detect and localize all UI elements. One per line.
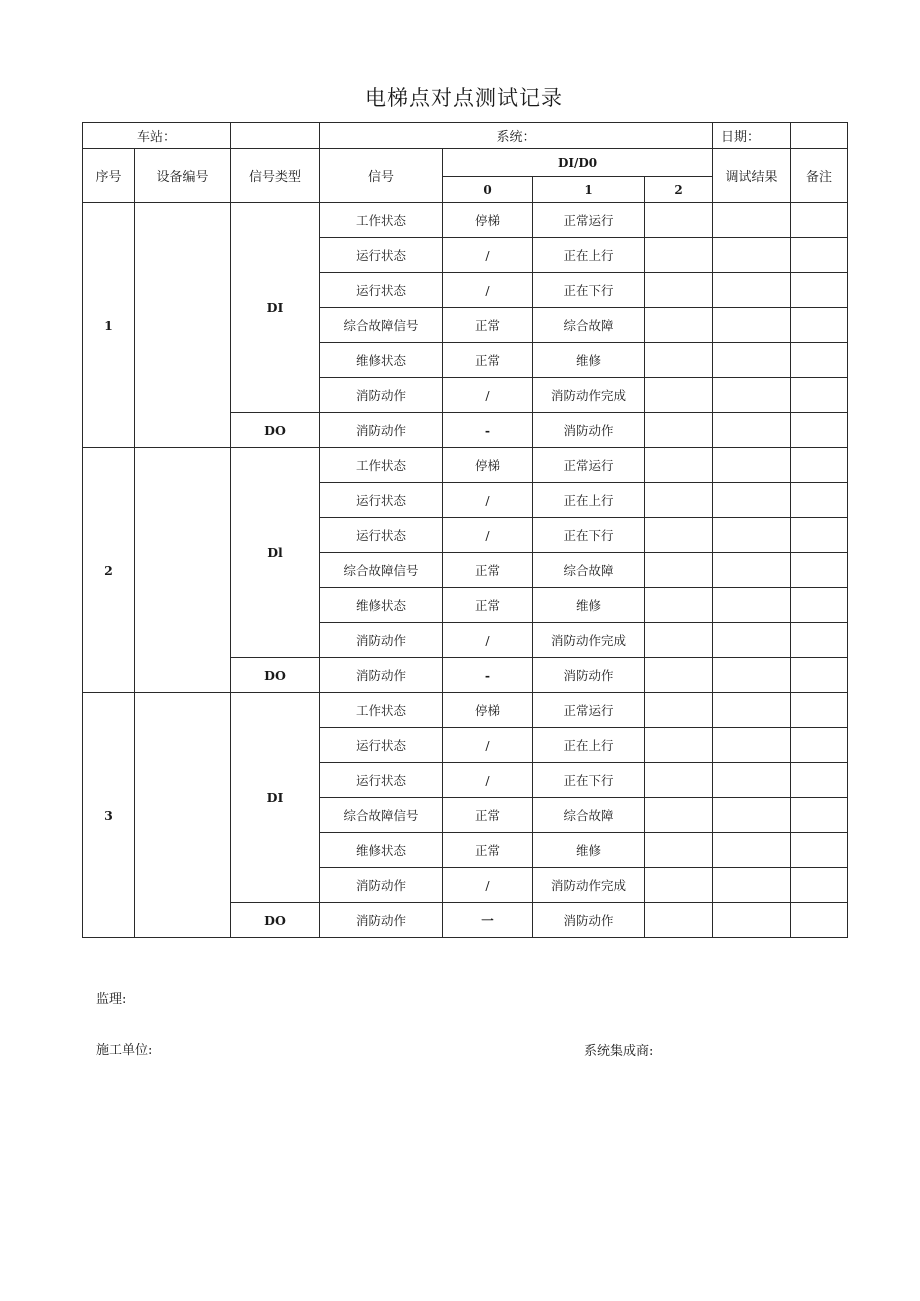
- remark-cell[interactable]: [791, 763, 848, 798]
- seq-cell: 1: [83, 203, 135, 448]
- result-cell[interactable]: [713, 553, 791, 588]
- remark-cell[interactable]: [791, 728, 848, 763]
- value-1-cell: 消防动作完成: [533, 868, 645, 903]
- signal-cell: 工作状态: [320, 693, 443, 728]
- seq-cell: 2: [83, 448, 135, 693]
- value-2-cell[interactable]: [645, 308, 713, 343]
- col-header-value-0: 0: [443, 177, 533, 203]
- signal-cell: 运行状态: [320, 763, 443, 798]
- value-1-cell: 正在上行: [533, 728, 645, 763]
- signal-cell: 消防动作: [320, 623, 443, 658]
- result-cell[interactable]: [713, 728, 791, 763]
- integrator-label: 系统集成商:: [584, 1044, 654, 1059]
- result-cell[interactable]: [713, 903, 791, 938]
- signal-cell: 维修状态: [320, 343, 443, 378]
- result-cell[interactable]: [713, 343, 791, 378]
- remark-cell[interactable]: [791, 833, 848, 868]
- device-no-cell[interactable]: [135, 448, 231, 693]
- value-0-cell: /: [443, 868, 533, 903]
- signal-cell: 运行状态: [320, 518, 443, 553]
- value-0-cell: 停梯: [443, 203, 533, 238]
- value-0-cell: 正常: [443, 343, 533, 378]
- value-2-cell[interactable]: [645, 413, 713, 448]
- signal-cell: 工作状态: [320, 448, 443, 483]
- col-header-value-1: 1: [533, 177, 645, 203]
- value-2-cell[interactable]: [645, 343, 713, 378]
- col-header-remark: 备注: [791, 149, 848, 203]
- value-0-cell: 正常: [443, 588, 533, 623]
- col-header-di-do: DI/D0: [443, 149, 713, 177]
- value-2-cell[interactable]: [645, 553, 713, 588]
- result-cell[interactable]: [713, 448, 791, 483]
- value-1-cell: 正在下行: [533, 763, 645, 798]
- result-cell[interactable]: [713, 798, 791, 833]
- value-2-cell[interactable]: [645, 238, 713, 273]
- signal-type-di-cell: DI: [231, 693, 320, 903]
- value-2-cell[interactable]: [645, 763, 713, 798]
- device-no-cell[interactable]: [135, 203, 231, 448]
- signal-cell: 运行状态: [320, 483, 443, 518]
- remark-cell[interactable]: [791, 658, 848, 693]
- value-2-cell[interactable]: [645, 728, 713, 763]
- value-1-cell: 正常运行: [533, 693, 645, 728]
- remark-cell[interactable]: [791, 378, 848, 413]
- value-1-cell: 综合故障: [533, 308, 645, 343]
- signal-cell: 综合故障信号: [320, 308, 443, 343]
- date-value-cell[interactable]: [791, 123, 848, 149]
- signal-type-do-cell: DO: [231, 658, 320, 693]
- remark-cell[interactable]: [791, 903, 848, 938]
- system-label: 系统：: [496, 130, 536, 145]
- remark-cell[interactable]: [791, 553, 848, 588]
- signal-cell: 维修状态: [320, 588, 443, 623]
- remark-cell[interactable]: [791, 798, 848, 833]
- result-cell[interactable]: [713, 378, 791, 413]
- station-label: 车站：: [137, 130, 177, 145]
- result-cell[interactable]: [713, 623, 791, 658]
- date-label-cell: [713, 123, 791, 149]
- contractor-label: 施工单位:: [96, 1043, 153, 1058]
- remark-cell[interactable]: [791, 693, 848, 728]
- value-2-cell[interactable]: [645, 273, 713, 308]
- signal-cell: 综合故障信号: [320, 553, 443, 588]
- value-0-cell: 正常: [443, 833, 533, 868]
- value-0-cell: /: [443, 273, 533, 308]
- value-1-cell: 正在下行: [533, 518, 645, 553]
- result-cell[interactable]: [713, 588, 791, 623]
- remark-cell[interactable]: [791, 273, 848, 308]
- column-header-row: [83, 149, 848, 177]
- col-header-signal: 信号: [320, 149, 443, 203]
- value-2-cell[interactable]: [645, 203, 713, 238]
- page-title: 电梯点对点测试记录: [365, 86, 563, 110]
- station-row: [83, 123, 848, 149]
- result-cell[interactable]: [713, 413, 791, 448]
- value-0-cell: /: [443, 483, 533, 518]
- signal-cell: 运行状态: [320, 273, 443, 308]
- col-header-device-no: 设备编号: [135, 149, 231, 203]
- value-1-cell: 消防动作: [533, 903, 645, 938]
- value-0-cell: 正常: [443, 798, 533, 833]
- remark-cell[interactable]: [791, 483, 848, 518]
- value-1-cell: 综合故障: [533, 553, 645, 588]
- signal-type-do-cell: DO: [231, 903, 320, 938]
- signal-type-di-cell: DI: [231, 203, 320, 413]
- value-1-cell: 维修: [533, 833, 645, 868]
- remark-cell[interactable]: [791, 238, 848, 273]
- col-header-result: 调试结果: [713, 149, 791, 203]
- remark-cell[interactable]: [791, 413, 848, 448]
- table-row: [83, 693, 848, 728]
- seq-cell: 3: [83, 693, 135, 938]
- signal-type-di-cell: Dl: [231, 448, 320, 658]
- result-cell[interactable]: [713, 763, 791, 798]
- value-2-cell[interactable]: [645, 798, 713, 833]
- result-cell[interactable]: [713, 693, 791, 728]
- signal-cell: 工作状态: [320, 203, 443, 238]
- value-0-cell: /: [443, 518, 533, 553]
- supervisor-label: 监理:: [96, 992, 127, 1007]
- result-cell[interactable]: [713, 518, 791, 553]
- result-cell[interactable]: [713, 833, 791, 868]
- value-0-cell: /: [443, 763, 533, 798]
- remark-cell[interactable]: [791, 308, 848, 343]
- signal-cell: 维修状态: [320, 833, 443, 868]
- value-1-cell: 正常运行: [533, 203, 645, 238]
- system-label-cell: [320, 123, 713, 149]
- value-0-cell: /: [443, 238, 533, 273]
- value-1-cell: 正常运行: [533, 448, 645, 483]
- result-cell[interactable]: [713, 658, 791, 693]
- value-1-cell: 消防动作完成: [533, 378, 645, 413]
- remark-cell[interactable]: [791, 623, 848, 658]
- value-1-cell: 维修: [533, 343, 645, 378]
- value-2-cell[interactable]: [645, 658, 713, 693]
- value-0-cell: /: [443, 378, 533, 413]
- value-0-cell: /: [443, 728, 533, 763]
- value-0-cell: 正常: [443, 308, 533, 343]
- signal-cell: 消防动作: [320, 378, 443, 413]
- col-header-seq: 序号: [83, 149, 135, 203]
- remark-cell[interactable]: [791, 343, 848, 378]
- value-0-cell: -: [443, 413, 533, 448]
- value-1-cell: 维修: [533, 588, 645, 623]
- result-cell[interactable]: [713, 238, 791, 273]
- signal-cell: 运行状态: [320, 238, 443, 273]
- value-2-cell[interactable]: [645, 693, 713, 728]
- signal-cell: 运行状态: [320, 728, 443, 763]
- station-value-cell[interactable]: [231, 123, 320, 149]
- value-1-cell: 正在上行: [533, 483, 645, 518]
- value-1-cell: 消防动作完成: [533, 623, 645, 658]
- value-0-cell: 停梯: [443, 693, 533, 728]
- value-2-cell[interactable]: [645, 483, 713, 518]
- value-1-cell: 正在下行: [533, 273, 645, 308]
- value-2-cell[interactable]: [645, 588, 713, 623]
- value-0-cell: /: [443, 623, 533, 658]
- date-label: 日期：: [721, 130, 761, 145]
- signal-cell: 综合故障信号: [320, 798, 443, 833]
- result-cell[interactable]: [713, 308, 791, 343]
- signal-cell: 消防动作: [320, 658, 443, 693]
- value-1-cell: 正在上行: [533, 238, 645, 273]
- result-cell[interactable]: [713, 483, 791, 518]
- signal-cell: 消防动作: [320, 413, 443, 448]
- result-cell[interactable]: [713, 868, 791, 903]
- value-2-cell[interactable]: [645, 833, 713, 868]
- table-row: [83, 203, 848, 238]
- value-1-cell: 综合故障: [533, 798, 645, 833]
- test-record-table: [82, 122, 848, 938]
- result-cell[interactable]: [713, 273, 791, 308]
- value-2-cell[interactable]: [645, 378, 713, 413]
- signal-cell: 消防动作: [320, 903, 443, 938]
- col-header-signal-type: 信号类型: [231, 149, 320, 203]
- signal-cell: 消防动作: [320, 868, 443, 903]
- value-1-cell: 消防动作: [533, 658, 645, 693]
- result-cell[interactable]: [713, 203, 791, 238]
- value-2-cell[interactable]: [645, 448, 713, 483]
- device-no-cell[interactable]: [135, 693, 231, 938]
- remark-cell[interactable]: [791, 588, 848, 623]
- table-row: [83, 448, 848, 483]
- col-header-value-2: 2: [645, 177, 713, 203]
- value-2-cell[interactable]: [645, 623, 713, 658]
- remark-cell[interactable]: [791, 203, 848, 238]
- signal-type-do-cell: DO: [231, 413, 320, 448]
- remark-cell[interactable]: [791, 448, 848, 483]
- value-0-cell: -: [443, 658, 533, 693]
- value-1-cell: 消防动作: [533, 413, 645, 448]
- remark-cell[interactable]: [791, 868, 848, 903]
- value-2-cell[interactable]: [645, 518, 713, 553]
- remark-cell[interactable]: [791, 518, 848, 553]
- value-2-cell[interactable]: [645, 903, 713, 938]
- value-0-cell: 一: [443, 903, 533, 938]
- station-label-cell: [83, 123, 231, 149]
- value-0-cell: 正常: [443, 553, 533, 588]
- value-2-cell[interactable]: [645, 868, 713, 903]
- value-0-cell: 停梯: [443, 448, 533, 483]
